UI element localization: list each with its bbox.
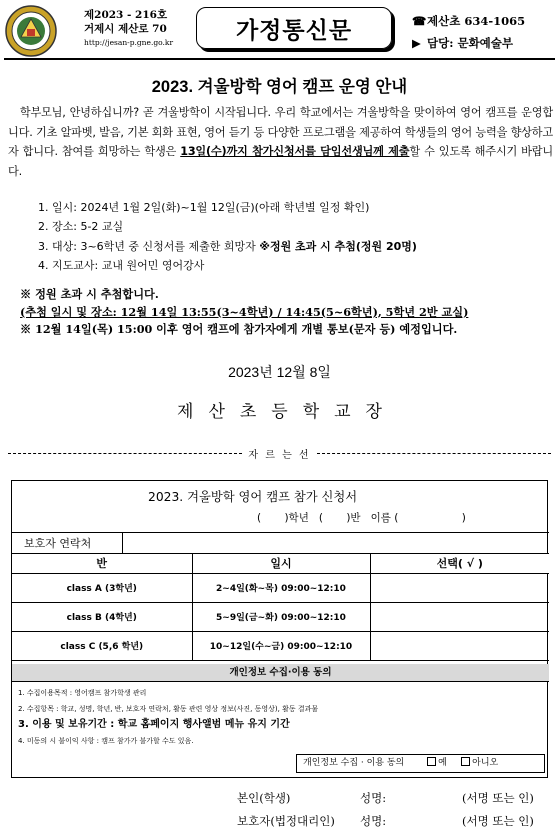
table-row [12,602,549,631]
intro-deadline: 13일(수)까지 참가신청서를 담임선생님께 제출 [180,145,410,159]
issue-date: 2023년 12월 8일 [228,364,331,380]
newsletter-header [0,0,559,60]
header-divider [4,58,555,60]
note-lottery: ※ 정원 초과 시 추첨합니다. [20,287,159,301]
table-row [12,573,549,602]
guardian-contact-field[interactable] [124,533,549,554]
detail-teacher: 4. 지도교사: 교내 원어민 영어강사 [38,259,205,273]
class-select-cell[interactable] [370,631,549,660]
consent-no-label: 아니오 [472,758,499,768]
guardian-signature-label: 보호자(법정대리인) [237,814,335,828]
intro-paragraph [8,103,553,181]
form-title: 2023. 겨울방학 영어 캠프 참가 신청서 [148,490,358,504]
school-emblem-logo [4,4,58,58]
intro-text-end: 할 수 있도록 해주시기 바랍니다. [8,145,553,178]
camp-details-list [38,198,417,276]
detail-schedule: 1. 일시: 2024년 1월 2일(화)~1월 12일(금)(아래 학년별 일정 확인) [38,201,370,214]
consent-checkbox-group [296,754,545,773]
detail-target-text: 3. 대상: 3~6학년 중 신청서를 제출한 희망자 [38,239,260,253]
application-form [11,480,548,778]
class-time: 10~12일(수~금) 09:00~12:10 [192,631,370,660]
cut-line-dash-right [317,453,551,454]
table-header-row [12,554,549,573]
class-select-cell[interactable] [370,573,549,602]
page-title: 2023. 겨울방학 영어 캠프 운영 안내 [151,78,408,96]
col-header-select: 선택( √ ) [370,554,549,573]
student-info-line[interactable]: ( )학년 ( )반 이름 ( ) [257,512,466,524]
newsletter-title: 가정통신문 [196,7,392,49]
privacy-retention: 3. 이용 및 보유기간 : 학교 홈페이지 행사앨범 메뉴 유지 기간 [18,719,290,730]
cut-line-label: 자 르 는 선 [248,450,311,461]
school-address: 거제시 제산로 70 [84,23,167,35]
detail-target [38,237,417,256]
consent-label: 개인정보 수집 · 이용 동의 [303,758,405,768]
guardian-contact-label: 보호자 연락처 [12,533,123,554]
consent-yes-label: 예 [438,758,447,768]
privacy-purpose: 1. 수집이용목적 : 영어캠프 참가학생 관리 [18,689,147,697]
school-phone: 제산초 634-1065 [427,14,526,28]
detail-target-note: ※정원 초과 시 추첨(정원 20명) [259,239,417,253]
detail-location: 2. 장소: 5-2 교실 [38,220,124,234]
class-name: class C (5,6 학년) [12,631,192,660]
col-header-class: 반 [12,554,192,573]
class-name: class A (3학년) [12,573,192,602]
class-schedule-table [12,554,549,661]
arrow-right-icon: ▶ [412,36,421,50]
col-header-time: 일시 [192,554,370,573]
class-time: 5~9일(금~화) 09:00~12:10 [192,602,370,631]
privacy-refusal-notice: 4. 미동의 시 불이익 사항 : 캠프 참가가 불가할 수도 있음. [18,737,194,745]
privacy-consent-heading: 개인정보 수집·이용 동의 [12,664,549,682]
department: 담당: 문화예술부 [427,36,514,50]
student-signature-label: 본인(학생) [237,791,291,805]
class-time: 2~4일(화~목) 09:00~12:10 [192,573,370,602]
school-url[interactable]: http://jesan-p.gne.go.kr [84,38,174,47]
issue-number: 제2023 - 216호 [84,9,168,21]
note-notification: ※ 12월 14일(목) 15:00 이후 영어 캠프에 참가자에게 개별 통보(문자 등) 예정입니다. [20,322,458,337]
cut-line-dash-left [8,453,242,454]
student-sign-label: (서명 또는 인) [462,791,534,805]
class-select-cell[interactable] [370,602,549,631]
lottery-notes [20,286,468,339]
privacy-items [18,685,543,749]
consent-yes-checkbox[interactable] [427,757,436,766]
guardian-contact-row [12,532,549,554]
phone-icon: ☎ [412,14,427,28]
privacy-collected-items: 2. 수집항목 : 학교, 성명, 학년, 반, 보호자 연락처, 활동 관련 영상 정보(사진, 동영상), 활동 결과물 [18,705,319,713]
student-name-label[interactable]: 성명: [360,791,387,805]
guardian-sign-label: (서명 또는 인) [462,814,534,828]
note-lottery-schedule: (추첨 일시 및 장소: 12월 14일 13:55(3~4학년) / 14:45(5~6학년), 5학년 2반 교실) [20,304,469,319]
guardian-name-label[interactable]: 성명: [360,814,387,828]
contact-info [412,10,525,54]
consent-no-checkbox[interactable] [461,757,470,766]
issue-info [84,8,173,50]
table-row [12,631,549,660]
principal-signature: 제산초등학교장 [177,402,397,422]
intro-text: 학부모님, 안녕하십니까? 곧 겨울방학이 시작됩니다. 우리 학교에서는 겨울방학을 맞이하여 영어 캠프를 운영합니다. 기초 알파벳, 발음, 기본 회화 표현, 영어 듣기 등 다양한 프로그램을 제공하여 학생들의 영어 능력을 향상하고자 합니다. 참여를 희망하는 학생은 [8,106,553,159]
class-name: class B (4학년) [12,602,192,631]
cut-line [8,446,551,461]
